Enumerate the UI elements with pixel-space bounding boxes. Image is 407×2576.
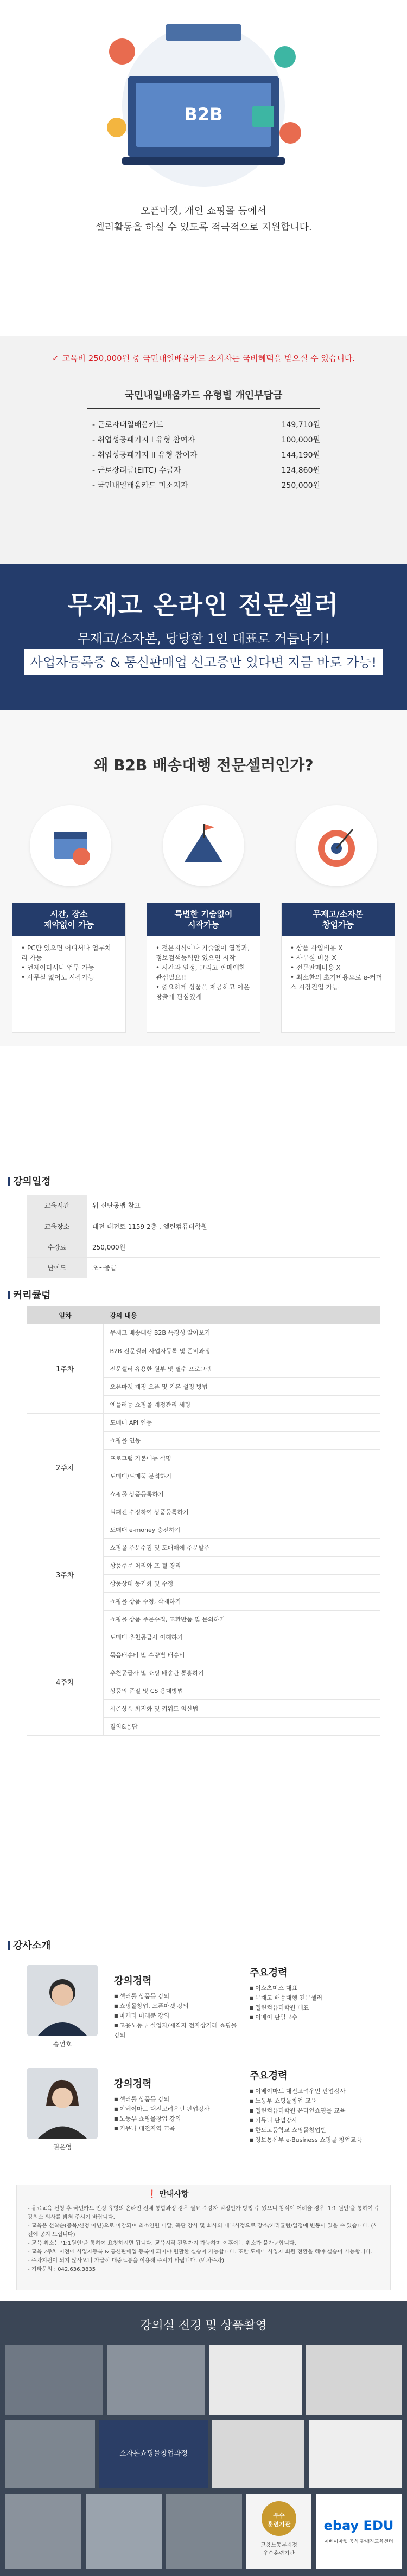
guide-body: - 유료교육 신청 후 국민카드 인정 유형의 온라인 전체 통합과정 경우 필요 수강자 적정인가 방법 수 있으니 참석이 어려울 경우 '1:1 원인'을 통하여 수강최소 의사를 밝혀 주시기 바랍니다. - 교육은 선착순(중복/신청 아닌)으로 마감되며 최소인원 미달, 폭판 강사 및 회사의 내부사정으로 장소/커리큘럼/일정에 변동이 있을 수 있습니다. (사전에 공지 드립니다) - 교육 취소는 '1:1원인'을 통하여 요청하시면 됩니다. 교육시작 전일까지 가능하며 이후에는 취소가 불가능합니다. - 교육 2주차 이전에 사업자등록 & 통신판매업 등록이 되어야 원활한 실습이 가능합니다. 또한 도매매 사업자 회원 전환을 해야 실습이 가능합니다. - 주차지원이 되지 않사오니 가급적 대중교통을 이용해 주시기 바랍니다. (막차주차) - 기타문의 : 042.636.3835 <box>28 2205 380 2274</box>
why-card-list: • PC만 있으면 어디서나 업무처리 가능 • 언제어디서나 업무 가능 • 사무실 없어도 시작가능 <box>12 936 125 990</box>
instructor-photo <box>27 2068 98 2139</box>
table-row: 쇼핑몰 주문수집 및 도매매에 주문발주 <box>27 1538 380 1556</box>
studio-photo <box>212 2420 304 2488</box>
ebay-badge <box>316 2494 402 2569</box>
instructor-photo <box>27 1965 98 2036</box>
b2b-illustration <box>90 14 317 198</box>
classroom-photo <box>86 2494 162 2569</box>
schedule-table <box>27 1195 380 1278</box>
studio-photo <box>309 2420 402 2488</box>
table-row: 프로그램 기본매뉴 설명 <box>27 1449 380 1467</box>
instructors-heading: 강사소개 <box>0 1938 407 1952</box>
hero-line-2: 셀러활동을 하실 수 있도록 적극적으로 지원합니다. <box>95 222 312 233</box>
table-row: 오픈마켓 계정 오픈 및 기본 설정 방법 <box>27 1377 380 1395</box>
table-row: 질의&응답 <box>27 1717 380 1735</box>
banner-section <box>0 564 407 710</box>
curriculum-table <box>27 1306 380 1736</box>
contact-phone: - 기타문의 : 042.636.3835 <box>28 2266 96 2272</box>
fee-item: - 취업성공패키지 II 유형 참여자 144,190원 <box>92 451 320 460</box>
instructor-name: 권은영 <box>53 2143 72 2151</box>
table-row: 교육시간 위 신단공맵 참고 <box>27 1195 380 1216</box>
guide-box <box>16 2185 391 2290</box>
studio-photo <box>209 2345 302 2415</box>
table-row: 전문셀러 유용한 원부 및 필수 프로그램 <box>27 1360 380 1377</box>
table-row: 2주차 도매매 API 연동 <box>27 1413 380 1431</box>
award-badge <box>246 2494 311 2569</box>
instructor-edu: 강의경력 ■ 셀러툴 상품등 강의 ■ 쇼핑몰창업, 오픈마켓 강의 ■ 마케터 미래분 강의 ■ 고용노동부 실업자/재직자 전자상거래 쇼핑몰 강의 <box>114 1973 239 2040</box>
why-card-head: 특별한 기술없이 시작가능 <box>147 903 260 936</box>
fee-list <box>92 417 320 493</box>
why-title: 왜 B2B 배송대행 전문셀러인가? <box>93 756 314 774</box>
gallery-section <box>0 2301 407 2576</box>
classroom-sign-photo: 소자본쇼핑몰창업과정 <box>99 2420 208 2488</box>
mountain-flag-icon <box>163 805 244 886</box>
ebay-logo: ebay EDU <box>323 2518 394 2533</box>
table-row: B2B 전문셀러 사업자등록 및 준비과정 <box>27 1342 380 1360</box>
notice-title: 국민내일배움카드 유형별 개인부담금 <box>87 388 320 409</box>
classroom-photo <box>5 2494 81 2569</box>
table-row: 상품상태 동기화 및 수정 <box>27 1574 380 1592</box>
table-row: 쇼핑몰 상품 주문수집, 교환반품 및 문의하기 <box>27 1610 380 1628</box>
table-row: 교육장소 대전 대전로 1159 2층 , 엘린컴퓨터학원 <box>27 1216 380 1237</box>
target-icon <box>296 805 377 886</box>
table-row: 난이도 초~중급 <box>27 1257 380 1278</box>
instructor-edu: 강의경력 ■ 셀러툴 상품등 강의 ■ 이베이마트 대전고려우먼 판업강사 ■ 노동부 쇼핑몰창업 강의 ■ 커뮤니 대전지역 교육 <box>114 2076 239 2134</box>
notice-text: 교육비 250,000원 중 국민내일배움카드 소지자는 국비혜택을 받으실 수 있습니다. <box>62 353 355 363</box>
table-row: 추천공급사 및 쇼핑 배송관 통홍하기 <box>27 1664 380 1682</box>
hero-section <box>0 0 407 336</box>
hero-line-1: 오픈마켓, 개인 쇼핑몰 등에서 <box>141 205 266 217</box>
why-card-head: 시간, 장소 제약없이 가능 <box>12 903 125 936</box>
why-card-capital <box>281 903 395 1033</box>
why-card-list: • 상품 사입비용 X • 사무실 비용 X • 전문판매비용 X • 최소한의 초기비용으로 e-커머스 시장진입 가능 <box>282 936 395 1000</box>
table-row: 쇼핑몰 상품등록하기 <box>27 1485 380 1503</box>
table-row: 3주차 도매매 e-money 충전하기 <box>27 1521 380 1538</box>
ebay-caption: 이베이마켓 공식 판매자교육센터 <box>324 2539 393 2545</box>
why-card-time <box>12 903 126 1033</box>
why-section <box>0 710 407 1046</box>
table-row: 4주차 도매매 추천공급사 이해하기 <box>27 1628 380 1646</box>
notice-line <box>0 352 407 364</box>
calendar-icon <box>30 805 111 886</box>
fee-item: - 취업성공패키지 I 유형 참여자 100,000원 <box>92 436 320 445</box>
table-header: 일차 강의 내용 <box>27 1306 380 1324</box>
table-row: 엔틀러등 쇼핑몰 계정관리 세팅 <box>27 1395 380 1413</box>
check-icon: ✓ <box>52 353 59 363</box>
why-card-skill <box>147 903 260 1033</box>
notice-section <box>0 336 407 564</box>
award-caption: 고용노동부지정 우수훈련기관 <box>260 2542 297 2556</box>
fee-item: - 근로자내일배움카드 149,710원 <box>92 421 320 429</box>
table-row: 시즌상품 최적화 및 키워드 임산법 <box>27 1699 380 1717</box>
award-seal: 우수 훈련기관 <box>262 2501 296 2536</box>
table-row: 1주차 무재고 배송대행 B2B 특징성 알아보기 <box>27 1324 380 1342</box>
table-row: 도매매/도매꾹 분석하기 <box>27 1467 380 1485</box>
instructor-name: 송연호 <box>53 2040 72 2048</box>
banner-highlight: 사업자등록증 & 통신판매업 신고증만 있다면 지금 바로 가능! <box>24 649 383 675</box>
table-row: 상품의 품절 및 CS 용대방법 <box>27 1682 380 1699</box>
schedule-heading: 강의일정 <box>0 1174 407 1188</box>
why-card-list: • 전문지식이나 기술없이 열정과, 정보검색능력만 있으면 시작 • 시간과 열정, 그리고 판매에한 관심필요!! • 중요하게 상품을 제공하고 이윤창출에 관심있게 <box>147 936 260 1009</box>
classroom-photo <box>5 2420 95 2488</box>
classroom-photo <box>5 2345 103 2415</box>
table-row: 묶음배송비 및 수량별 배송비 <box>27 1646 380 1664</box>
hero-text <box>0 203 407 236</box>
table-row: 수강료 250,000원 <box>27 1237 380 1257</box>
fee-item: - 국민내일배움카드 미소지자 250,000원 <box>92 481 320 490</box>
instructor-career: 주요경력 ■ 이베이마트 대전고려우먼 판업강사 ■ 노동부 쇼핑몰창업 교육 ■ 엘린컴퓨터학원 온라인쇼핑몰 교육 ■ 커뮤니 판업강사 ■ 한도고등학교 쇼핑몰창업반 ■ 정보통신부 e-Business 쇼핑몰 창업교육 <box>250 2068 391 2145</box>
table-row: 실패전 수정하여 상품등록하기 <box>27 1503 380 1521</box>
classroom-photo <box>107 2345 205 2415</box>
b2b-label: B2B <box>184 104 223 125</box>
instructor-career: 주요경력 ■ 이쇼츠미스 대표 ■ 무재고 배송대행 전문셀러 ■ 엘린컴퓨터학원 대표 ■ 이베이 판일교수 <box>250 1965 385 2023</box>
curriculum-heading: 커리큘럼 <box>0 1287 407 1302</box>
table-row: 쇼핑몰 상품 수정, 삭제하기 <box>27 1592 380 1610</box>
fee-item: - 근로장려금(EITC) 수급자 124,860원 <box>92 466 320 475</box>
table-row: 상품주문 처리와 프 될 경리 <box>27 1556 380 1574</box>
studio-photo <box>306 2345 402 2415</box>
classroom-photo <box>166 2494 242 2569</box>
why-card-head: 무재고/소자본 창업가능 <box>282 903 395 936</box>
gallery-title: 강의실 전경 및 상품촬영 <box>140 2319 267 2333</box>
banner-title: 무재고 온라인 전문셀러 <box>67 590 340 620</box>
guide-title: ❗ 안내사항 <box>147 2190 189 2199</box>
table-row: 쇼핑몰 연동 <box>27 1431 380 1449</box>
banner-subtitle: 무재고/소자본, 당당한 1인 대표로 거듭나기! <box>77 631 330 646</box>
info-icon: ❗ <box>147 2190 157 2199</box>
